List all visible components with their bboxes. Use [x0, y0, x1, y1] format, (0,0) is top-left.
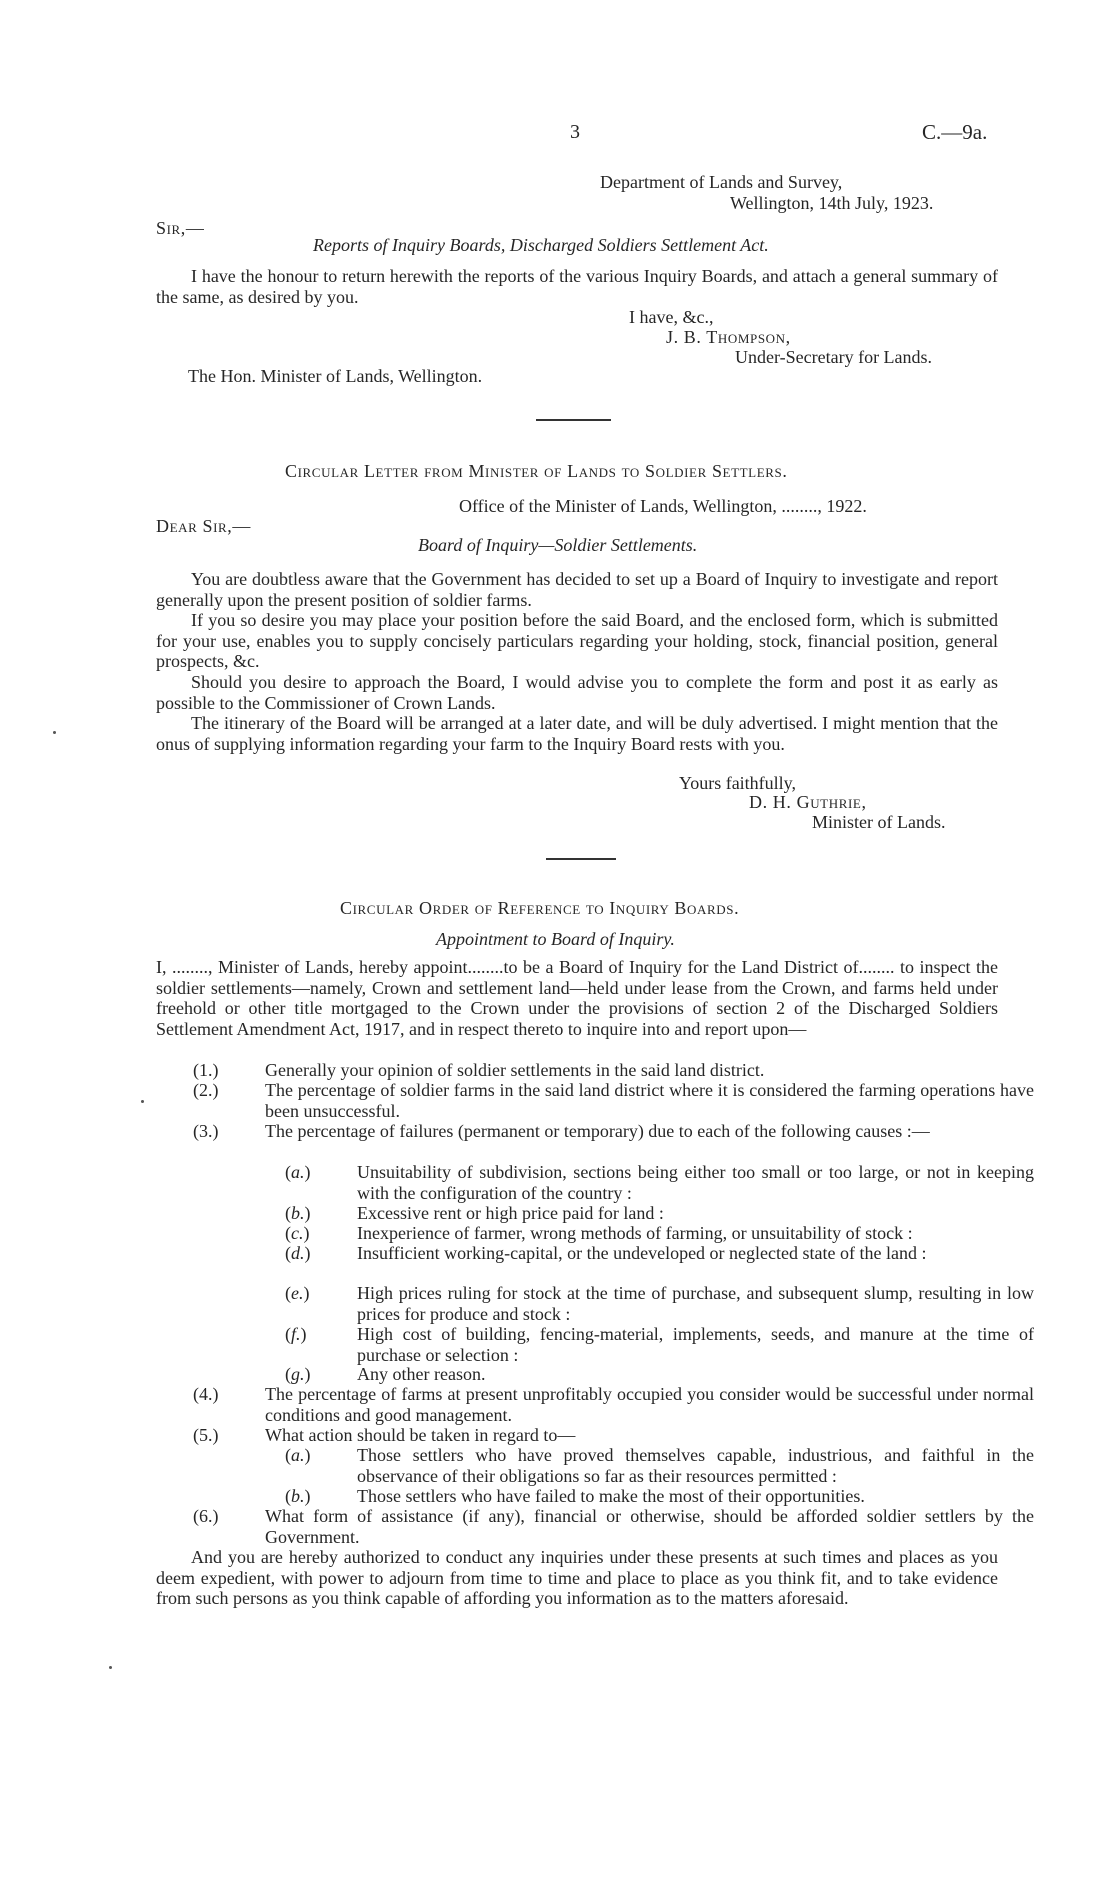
cause-letter: (e.) [285, 1283, 310, 1303]
cause-text: Any other reason. [357, 1364, 486, 1384]
order-conclusion: And you are hereby authorized to conduct any inquiries under these presents at such times and places as you deem expedient, with power to adjourn from time to time and place to place as you think fit, and to take evidence from such persons as you think capable of affording you information as to the matters aforesaid. [156, 1547, 998, 1609]
order-intro: I, ........, Minister of Lands, hereby appoint........to be a Board of Inquiry for the Land District of........ to inspect the soldier settlements—namely, Crown and settlement land—held under lease from the Crown, and farms held under freehold or other title mortgaged to the Crown under the provisions of section 2 of the Discharged Soldiers Settlement Amendment Act, 1917, and in respect thereto to inquire into and report upon— [156, 957, 998, 1039]
order-item-number: (1.) [193, 1060, 219, 1080]
letter2-subject: Board of Inquiry—Soldier Settlements. [418, 535, 698, 555]
order-item-2 [193, 1080, 1034, 1121]
letter2-signatory: D. H. Guthrie, [749, 792, 867, 812]
order-item-1 [193, 1060, 1034, 1081]
order-heading: Circular Order of Reference to Inquiry Boards. [340, 898, 740, 918]
order-item-4 [193, 1384, 1034, 1425]
letter1-addressee: The Hon. Minister of Lands, Wellington. [188, 366, 483, 386]
order-item-text: Generally your opinion of soldier settlements in the said land district. [265, 1060, 765, 1080]
cause-letter: (d.) [285, 1243, 311, 1263]
cause-letter: (f.) [285, 1324, 307, 1344]
cause-item-e [285, 1283, 1034, 1324]
action-letter: (b.) [285, 1486, 311, 1506]
order-item-text: The percentage of failures (permanent or temporary) due to each of the following causes :— [265, 1121, 930, 1141]
cause-letter: (c.) [285, 1223, 310, 1243]
letter2-salutation: Dear Sir,— [156, 516, 252, 536]
cause-text: Unsuitability of subdivision, sections being either too small or too large, or not in keeping with the configuration of the country : [357, 1162, 1034, 1203]
cause-text: Inexperience of farmer, wrong methods of farming, or unsuitability of stock : [357, 1223, 913, 1243]
order-item-5 [193, 1425, 1034, 1446]
letter1-address-line2: Wellington, 14th July, 1923. [730, 193, 934, 213]
action-item-a [285, 1445, 1034, 1486]
letter2-office-line: Office of the Minister of Lands, Wellington, ........, 1922. [459, 496, 867, 516]
cause-letter: (b.) [285, 1203, 311, 1223]
order-item-text: What action should be taken in regard to— [265, 1425, 576, 1445]
cause-text: Insufficient working-capital, or the undeveloped or neglected state of the land : [357, 1243, 927, 1263]
order-item-text: The percentage of soldier farms in the said land district where it is considered the farming operations have been unsuccessful. [265, 1080, 1034, 1121]
letter2-heading: Circular Letter from Minister of Lands to Soldier Settlers. [285, 461, 788, 481]
cause-letter: (g.) [285, 1364, 311, 1384]
letter1-title: Under-Secretary for Lands. [735, 347, 933, 367]
document-code: C.—9a. [922, 120, 988, 144]
order-item-6 [193, 1506, 1034, 1547]
cause-letter: (a.) [285, 1162, 311, 1182]
cause-text: High cost of building, fencing-material, implements, seeds, and manure at the time of purchase or selection : [357, 1324, 1034, 1365]
letter2-paragraph: The itinerary of the Board will be arranged at a later date, and will be duly advertised. I might mention that the onus of supplying information regarding your farm to the Inquiry Board rests with you. [156, 713, 998, 754]
order-item-3 [193, 1121, 1034, 1142]
scan-speck [53, 731, 56, 734]
scan-speck [109, 1666, 112, 1669]
order-item-number: (2.) [193, 1080, 219, 1100]
order-item-number: (3.) [193, 1121, 219, 1141]
letter1-signatory: J. B. Thompson, [666, 327, 791, 347]
cause-item-d [285, 1243, 1034, 1264]
order-item-text: What form of assistance (if any), financial or otherwise, should be afforded soldier settlers by the Government. [265, 1506, 1034, 1547]
letter2-closing: Yours faithfully, [679, 773, 797, 793]
order-item-number: (5.) [193, 1425, 219, 1445]
letter1-address-line1: Department of Lands and Survey, [600, 172, 843, 192]
section-divider-2 [546, 858, 616, 860]
cause-item-g [285, 1364, 1034, 1385]
scan-speck [141, 1100, 144, 1103]
action-text: Those settlers who have proved themselves capable, industrious, and faithful in the observance of their obligations so far as their resources permitted : [357, 1445, 1034, 1486]
action-letter: (a.) [285, 1445, 311, 1465]
letter1-closing: I have, &c., [629, 307, 714, 327]
letter1-salutation: Sir,— [156, 218, 205, 238]
cause-text: High prices ruling for stock at the time of purchase, and subsequent slump, resulting in low prices for produce and stock : [357, 1283, 1034, 1324]
letter2-paragraph: You are doubtless aware that the Government has decided to set up a Board of Inquiry to investigate and report generally upon the present position of soldier farms. [156, 569, 998, 610]
page-number: 3 [570, 121, 580, 143]
cause-item-c [285, 1223, 1034, 1244]
order-item-number: (4.) [193, 1384, 219, 1404]
cause-item-f [285, 1324, 1034, 1365]
letter2-paragraph: Should you desire to approach the Board, I would advise you to complete the form and post it as early as possible to the Commissioner of Crown Lands. [156, 672, 998, 713]
order-item-text: The percentage of farms at present unprofitably occupied you consider would be successful under normal conditions and good management. [265, 1384, 1034, 1425]
order-item-number: (6.) [193, 1506, 219, 1526]
letter1-subject: Reports of Inquiry Boards, Discharged Soldiers Settlement Act. [313, 235, 769, 255]
cause-item-a [285, 1162, 1034, 1203]
letter1-body: I have the honour to return herewith the reports of the various Inquiry Boards, and attach a general summary of the same, as desired by you. [156, 266, 998, 307]
action-item-b [285, 1486, 1034, 1507]
letter2-title: Minister of Lands. [812, 812, 946, 832]
cause-item-b [285, 1203, 1034, 1224]
action-text: Those settlers who have failed to make the most of their opportunities. [357, 1486, 865, 1506]
letter2-paragraph: If you so desire you may place your position before the said Board, and the enclosed form, which is submitted for your use, enables you to supply concisely particulars regarding your holding, stock, financial position, general prospects, &c. [156, 610, 998, 672]
order-subheading: Appointment to Board of Inquiry. [436, 929, 675, 949]
cause-text: Excessive rent or high price paid for land : [357, 1203, 664, 1223]
section-divider-1 [536, 419, 611, 421]
